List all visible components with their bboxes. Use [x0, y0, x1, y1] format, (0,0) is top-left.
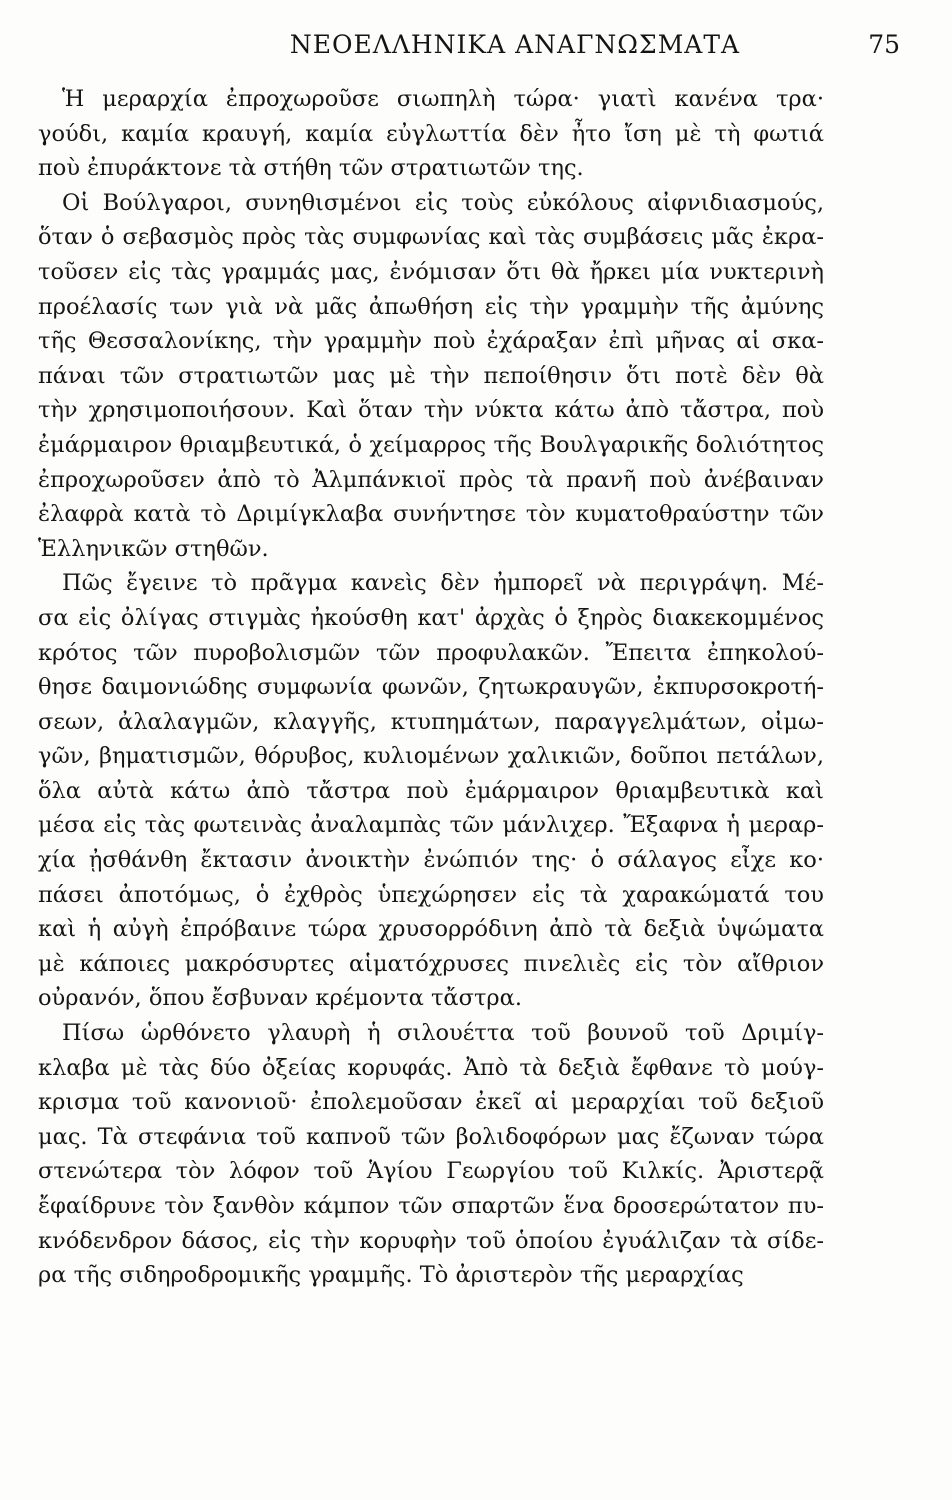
- paragraph: [38, 186, 824, 567]
- text-line: πάσει ἀποτόμως, ὁ ἐχθρὸς ὑπεχώρησεν εἰς τὰ χαρακώματά του: [38, 881, 824, 908]
- text-line: Ἡ μεραρχία ἐπροχωροῦσε σιωπηλὴ τώρα· γιατὶ κανένα τρα·: [62, 86, 824, 112]
- text-line: τοῦσεν εἰς τὰς γραμμάς μας, ἐνόμισαν ὅτι θὰ ἤρκει μία νυκτερινὴ: [38, 258, 824, 285]
- text-line: ἐλαφρὰ κατὰ τὸ Δριμίγκλαβα συνήντησε τὸν κυματοθραύστην τῶν: [38, 501, 824, 528]
- text-line: γούδι, καμία κραυγή, καμία εὐγλωττία δὲν ἦτο ἴση μὲ τὴ φωτιά: [38, 120, 824, 147]
- text-line: μας. Τὰ στεφάνια τοῦ καπνοῦ τῶν βολιδοφόρων μας ἔζωναν τώρα: [38, 1123, 824, 1150]
- paragraph: [38, 566, 824, 1016]
- text-line: στενώτερα τὸν λόφον τοῦ Ἁγίου Γεωργίου τοῦ Κιλκίς. Ἀριστερᾷ: [38, 1158, 824, 1185]
- text-line: προέλασίς των γιὰ νὰ μᾶς ἀπωθήση εἰς τὴν γραμμὴν τῆς ἀμύνης: [38, 293, 824, 320]
- text-line: ἐμάρμαιρον θριαμβευτικά, ὁ χείμαρρος τῆς Βουλγαρικῆς δολιότητος: [38, 431, 824, 458]
- body-text: [38, 82, 824, 1293]
- text-line: κλαβα μὲ τὰς δύο ὀξείας κορυφάς. Ἀπὸ τὰ δεξιὰ ἔφθανε τὸ μούγ-: [38, 1054, 824, 1081]
- text-line: Πῶς ἔγεινε τὸ πρᾶγμα κανεὶς δὲν ἠμπορεῖ νὰ περιγράψη. Μέ-: [62, 570, 824, 597]
- text-line: Οἱ Βούλγαροι, συνηθισμένοι εἰς τοὺς εὐκόλους αἰφνιδιασμούς,: [62, 189, 824, 216]
- text-line: μὲ κάποιες μακρόσυρτες αἱματόχρυσες πινελιὲς εἰς τὸν αἴθριον: [38, 950, 824, 977]
- text-line: πάναι τῶν στρατιωτῶν μας μὲ τὴν πεποίθησιν ὅτι ποτὲ δὲν θὰ: [38, 362, 824, 389]
- text-line: ὅταν ὁ σεβασμὸς πρὸς τὰς συμφωνίας καὶ τὰς συμβάσεις μᾶς ἐκρα-: [38, 224, 824, 251]
- text-line: ρα τῆς σιδηροδρομικῆς γραμμῆς. Τὸ ἀριστερὸν τῆς μεραρχίας: [38, 1262, 744, 1289]
- text-line: θησε δαιμονιώδης συμφωνία φωνῶν, ζητωκραυγῶν, ἐκπυρσοκροτή-: [38, 674, 824, 701]
- running-head: ΝΕΟΕΛΛΗΝΙΚΑ ΑΝΑΓΝΩΣΜΑΤΑ: [289, 30, 741, 59]
- text-line: κνόδενδρον δάσος, εἰς τὴν κορυφὴν τοῦ ὁποίου ἐγυάλιζαν τὰ σίδε-: [38, 1227, 824, 1254]
- text-line: ἐπροχωροῦσεν ἀπὸ τὸ Ἀλμπάνκιοϊ πρὸς τὰ πρανῆ ποὺ ἀνέβαιναν: [38, 466, 824, 493]
- text-line: σεων, ἀλαλαγμῶν, κλαγγῆς, κτυπημάτων, παραγγελμάτων, οἰμω-: [38, 708, 824, 735]
- text-line: χία ᾐσθάνθη ἔκτασιν ἀνοικτὴν ἐνώπιόν της· ὁ σάλαγος εἶχε κο·: [38, 847, 824, 874]
- text-line: ποὺ ἐπυράκτονε τὰ στήθη τῶν στρατιωτῶν της.: [38, 155, 584, 182]
- text-line: γῶν, βηματισμῶν, θόρυβος, κυλιομένων χαλικιῶν, δοῦποι πετάλων,: [38, 743, 824, 770]
- text-line: μέσα εἰς τὰς φωτεινὰς ἀναλαμπὰς τῶν μάνλιχερ. Ἔξαφνα ἡ μεραρ-: [38, 812, 824, 839]
- page-header: [60, 30, 900, 70]
- text-line: τῆς Θεσσαλονίκης, τὴν γραμμὴν ποὺ ἐχάραξαν ἐπὶ μῆνας αἱ σκα-: [38, 328, 824, 355]
- text-line: σα εἰς ὀλίγας στιγμὰς ἠκούσθη κατ' ἀρχὰς ὁ ξηρὸς διακεκομμένος: [38, 604, 824, 631]
- page-number: 75: [868, 30, 900, 59]
- text-line: κρισμα τοῦ κανονιοῦ· ἐπολεμοῦσαν ἐκεῖ αἱ μεραρχίαι τοῦ δεξιοῦ: [38, 1089, 824, 1116]
- text-line: κρότος τῶν πυροβολισμῶν τῶν προφυλακῶν. Ἔπειτα ἐπηκολού-: [38, 639, 824, 666]
- paragraph: [38, 1016, 824, 1293]
- text-line: ἔφαίδρυνε τὸν ξανθὸν κάμπον τῶν σπαρτῶν ἕνα δροσερώτατον πυ-: [38, 1193, 824, 1219]
- text-line: Πίσω ὡρθόνετο γλαυρὴ ἡ σιλουέττα τοῦ βουνοῦ τοῦ Δριμίγ-: [62, 1020, 824, 1047]
- text-line: οὐρανόν, ὅπου ἔσβυναν κρέμοντα τἄστρα.: [38, 985, 522, 1012]
- text-line: τὴν χρησιμοποιήσουν. Καὶ ὅταν τὴν νύκτα κάτω ἀπὸ τἄστρα, ποὺ: [38, 397, 824, 424]
- text-line: Ἑλληνικῶν στηθῶν.: [38, 535, 269, 562]
- text-line: ὅλα αὐτὰ κάτω ἀπὸ τἄστρα ποὺ ἐμάρμαιρον θριαμβευτικὰ καὶ: [38, 777, 824, 804]
- paragraph: [38, 82, 824, 186]
- text-line: καὶ ἡ αὐγὴ ἐπρόβαινε τώρα χρυσορρόδινη ἀπὸ τὰ δεξιὰ ὑψώματα: [38, 916, 824, 943]
